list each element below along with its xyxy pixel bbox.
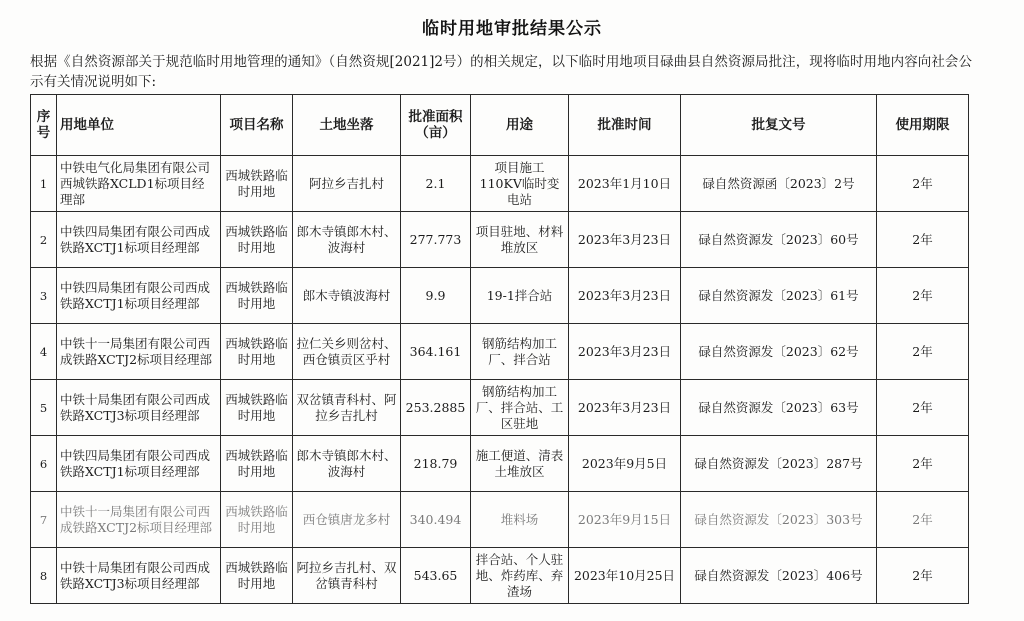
cell-doc-no: 碌自然资源发〔2023〕303号 (681, 492, 877, 548)
cell-term: 2年 (877, 436, 969, 492)
cell-project: 西城铁路临时用地 (221, 436, 293, 492)
cell-doc-no: 碌自然资源发〔2023〕63号 (681, 380, 877, 436)
cell-term: 2年 (877, 380, 969, 436)
cell-doc-no: 碌自然资源函〔2023〕2号 (681, 156, 877, 212)
cell-area: 2.1 (401, 156, 471, 212)
cell-location: 郎木寺镇郎木村、波海村 (293, 212, 401, 268)
cell-seq: 3 (31, 268, 57, 324)
cell-area: 253.2885 (401, 380, 471, 436)
table-header-row (31, 95, 969, 156)
cell-doc-no: 碌自然资源发〔2023〕287号 (681, 436, 877, 492)
cell-purpose: 钢筋结构加工厂、拌合站、工区驻地 (471, 380, 569, 436)
cell-term: 2年 (877, 324, 969, 380)
cell-date: 2023年9月5日 (569, 436, 681, 492)
table-row (31, 268, 969, 324)
header-doc-no: 批复文号 (681, 95, 877, 156)
cell-unit: 中铁四局集团有限公司西成铁路XCTJ1标项目经理部 (57, 436, 221, 492)
cell-project: 西城铁路临时用地 (221, 380, 293, 436)
cell-term: 2年 (877, 212, 969, 268)
table-row (31, 324, 969, 380)
cell-date: 2023年3月23日 (569, 324, 681, 380)
cell-term: 2年 (877, 548, 969, 604)
cell-unit: 中铁十一局集团有限公司西成铁路XCTJ2标项目经理部 (57, 492, 221, 548)
cell-doc-no: 碌自然资源发〔2023〕60号 (681, 212, 877, 268)
cell-purpose: 项目施工110KV临时变电站 (471, 156, 569, 212)
header-purpose: 用途 (471, 95, 569, 156)
table-row (31, 436, 969, 492)
table-row (31, 548, 969, 604)
header-project: 项目名称 (221, 95, 293, 156)
cell-project: 西城铁路临时用地 (221, 492, 293, 548)
table-row (31, 492, 969, 548)
header-term: 使用期限 (877, 95, 969, 156)
header-seq: 序号 (31, 95, 57, 156)
cell-seq: 6 (31, 436, 57, 492)
header-date: 批准时间 (569, 95, 681, 156)
cell-project: 西城铁路临时用地 (221, 212, 293, 268)
cell-purpose: 拌合站、个人驻地、炸药库、弃渣场 (471, 548, 569, 604)
cell-area: 218.79 (401, 436, 471, 492)
document-title: 临时用地审批结果公示 (422, 19, 602, 39)
cell-seq: 7 (31, 492, 57, 548)
cell-doc-no: 碌自然资源发〔2023〕62号 (681, 324, 877, 380)
cell-seq: 1 (31, 156, 57, 212)
approval-results-table (30, 94, 969, 604)
cell-purpose: 堆料场 (471, 492, 569, 548)
cell-unit: 中铁十局集团有限公司西成铁路XCTJ3标项目经理部 (57, 380, 221, 436)
cell-purpose: 施工便道、清表土堆放区 (471, 436, 569, 492)
cell-project: 西城铁路临时用地 (221, 324, 293, 380)
cell-unit: 中铁电气化局集团有限公司西城铁路XCLD1标项目经理部 (57, 156, 221, 212)
cell-project: 西城铁路临时用地 (221, 268, 293, 324)
header-unit: 用地单位 (57, 95, 221, 156)
cell-area: 9.9 (401, 268, 471, 324)
cell-location: 郎木寺镇郎木村、波海村 (293, 436, 401, 492)
cell-location: 阿拉乡吉扎村、双岔镇青科村 (293, 548, 401, 604)
cell-area: 543.65 (401, 548, 471, 604)
cell-purpose: 钢筋结构加工厂、拌合站 (471, 324, 569, 380)
cell-term: 2年 (877, 268, 969, 324)
cell-location: 西仓镇唐龙多村 (293, 492, 401, 548)
table-row (31, 380, 969, 436)
cell-unit: 中铁四局集团有限公司西成铁路XCTJ1标项目经理部 (57, 212, 221, 268)
cell-date: 2023年9月15日 (569, 492, 681, 548)
cell-location: 拉仁关乡则岔村、西仓镇贡区乎村 (293, 324, 401, 380)
cell-date: 2023年1月10日 (569, 156, 681, 212)
cell-location: 阿拉乡吉扎村 (293, 156, 401, 212)
cell-seq: 2 (31, 212, 57, 268)
cell-date: 2023年3月23日 (569, 212, 681, 268)
table-row (31, 156, 969, 212)
cell-seq: 4 (31, 324, 57, 380)
cell-project: 西城铁路临时用地 (221, 548, 293, 604)
cell-term: 2年 (877, 156, 969, 212)
header-area: 批准面积（亩） (401, 95, 471, 156)
cell-doc-no: 碌自然资源发〔2023〕61号 (681, 268, 877, 324)
cell-location: 双岔镇青科村、阿拉乡吉扎村 (293, 380, 401, 436)
cell-date: 2023年10月25日 (569, 548, 681, 604)
cell-project: 西城铁路临时用地 (221, 156, 293, 212)
cell-area: 277.773 (401, 212, 471, 268)
cell-seq: 5 (31, 380, 57, 436)
table-row (31, 212, 969, 268)
cell-unit: 中铁十局集团有限公司西成铁路XCTJ3标项目经理部 (57, 548, 221, 604)
cell-date: 2023年3月23日 (569, 380, 681, 436)
cell-unit: 中铁十一局集团有限公司西成铁路XCTJ2标项目经理部 (57, 324, 221, 380)
cell-area: 364.161 (401, 324, 471, 380)
header-location: 土地坐落 (293, 95, 401, 156)
cell-doc-no: 碌自然资源发〔2023〕406号 (681, 548, 877, 604)
cell-term: 2年 (877, 492, 969, 548)
cell-location: 郎木寺镇波海村 (293, 268, 401, 324)
cell-purpose: 19-1拌合站 (471, 268, 569, 324)
intro-paragraph: 根据《自然资源部关于规范临时用地管理的通知》（自然资规[2021]2号）的相关规定，以下临时用地项目碌曲县自然资源局批注，现将临时用地内容向社会公示有关情况说明如下: (30, 54, 972, 90)
cell-unit: 中铁四局集团有限公司西成铁路XCTJ1标项目经理部 (57, 268, 221, 324)
cell-seq: 8 (31, 548, 57, 604)
cell-purpose: 项目驻地、材料堆放区 (471, 212, 569, 268)
cell-date: 2023年3月23日 (569, 268, 681, 324)
cell-area: 340.494 (401, 492, 471, 548)
